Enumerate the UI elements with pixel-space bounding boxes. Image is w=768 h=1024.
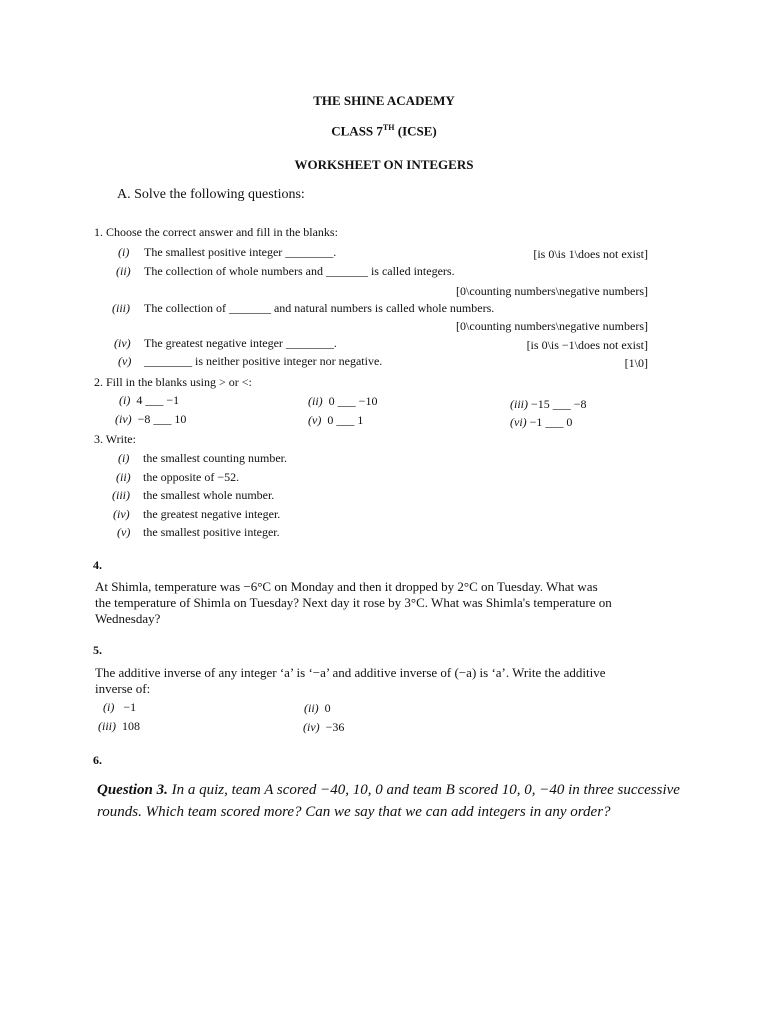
q2-heading: 2. Fill in the blanks using > or <:	[94, 375, 252, 389]
class-superscript: TH	[382, 123, 395, 132]
q1-item-options: [0\counting numbers\negative numbers]	[456, 319, 648, 333]
q3-item-num: (iii)	[112, 488, 130, 502]
q2-item-num: (ii)	[308, 394, 323, 408]
school-name: THE SHINE ACADEMY	[313, 93, 455, 108]
q2-item-text: −15 ___ −8	[531, 397, 587, 411]
worksheet-title: WORKSHEET ON INTEGERS	[294, 157, 474, 172]
q1-item-text: The collection of _______ and natural numbers is called whole numbers.	[144, 301, 495, 315]
q1-item-text: The smallest positive integer ________.	[144, 245, 337, 259]
q5-line: The additive inverse of any integer ‘a’ is ‘−a’ and additive inverse of (−a) is ‘a’. Write the additive	[95, 665, 606, 680]
q3-item-text: the greatest negative integer.	[143, 507, 281, 521]
class-main: CLASS 7	[331, 123, 383, 139]
q2-item-num: (i)	[119, 393, 131, 407]
q1-item-options: [is 0\is −1\does not exist]	[526, 338, 648, 352]
q2-item-text: 4 ___ −1	[136, 393, 180, 407]
q2-item	[308, 394, 377, 409]
q5-item-text: −36	[325, 720, 345, 734]
q1-item-options: [1\0]	[624, 356, 648, 370]
q5-item-num: (i)	[103, 700, 115, 714]
q3-item-text: the smallest positive integer.	[143, 525, 280, 539]
q5-item-num: (iii)	[98, 719, 116, 733]
q2-item-num: (iii)	[510, 397, 528, 411]
q1-item-options: [is 0\is 1\does not exist]	[533, 247, 648, 261]
q5-item-text: 108	[122, 719, 140, 733]
q4-line: the temperature of Shimla on Tuesday? Next day it rose by 3°C. What was Shimla's temperature on	[95, 595, 612, 610]
q1-item-num: (v)	[118, 354, 132, 368]
q2-item	[115, 412, 186, 427]
q2-item-num: (v)	[308, 413, 322, 427]
q1-item-num: (ii)	[116, 264, 131, 278]
q2-item	[308, 413, 363, 428]
q2-item	[119, 393, 179, 408]
q6-number: 6.	[93, 753, 102, 767]
q5-item	[304, 701, 331, 716]
q5-item	[103, 700, 136, 715]
q2-item-text: 0 ___ 1	[327, 413, 364, 427]
q2-item-num: (iv)	[115, 412, 132, 426]
q3-item-text: the opposite of −52.	[143, 470, 240, 484]
q5-item	[98, 719, 140, 734]
q5-number: 5.	[93, 643, 102, 657]
q1-heading: 1. Choose the correct answer and fill in the blanks:	[94, 225, 338, 239]
q2-item	[510, 397, 587, 412]
q1-item-num: (iii)	[112, 301, 130, 315]
q3-heading: 3. Write:	[94, 432, 136, 446]
q3-item-num: (v)	[117, 525, 131, 539]
q3-item-text: the smallest counting number.	[143, 451, 287, 465]
q3-item-num: (iv)	[113, 507, 130, 521]
q1-item-text: ________ is neither positive integer nor negative.	[144, 354, 383, 368]
q6-line-1	[97, 782, 680, 799]
q2-item-text: −1 ___ 0	[529, 415, 573, 429]
q3-item-text: the smallest whole number.	[143, 488, 275, 502]
class-line	[0, 123, 768, 139]
q4-line: At Shimla, temperature was −6°C on Monday and then it dropped by 2°C on Tuesday. What was	[95, 579, 598, 594]
q3-item-num: (ii)	[116, 470, 131, 484]
q1-item-text: The collection of whole numbers and _______ is called integers.	[144, 264, 455, 278]
q6-question-label: Question 3.	[97, 782, 168, 798]
q5-item-num: (iv)	[303, 720, 320, 734]
q2-item-num: (vi)	[510, 415, 527, 429]
q3-item-num: (i)	[118, 451, 130, 465]
q5-line: inverse of:	[95, 681, 151, 696]
section-a-heading: A. Solve the following questions:	[117, 187, 305, 202]
q2-item	[510, 415, 572, 430]
q1-item-num: (i)	[118, 245, 130, 259]
q1-item-options: [0\counting numbers\negative numbers]	[456, 284, 648, 298]
q5-item	[303, 720, 344, 735]
q4-line: Wednesday?	[95, 611, 161, 626]
q2-item-text: −8 ___ 10	[137, 412, 187, 426]
q5-item-num: (ii)	[304, 701, 319, 715]
q5-item-text: 0	[324, 701, 331, 715]
q6-line-2: rounds. Which team scored more? Can we say that we can add integers in any order?	[97, 804, 611, 820]
class-tail: (ICSE)	[394, 123, 437, 139]
q1-item-text: The greatest negative integer ________.	[144, 336, 337, 350]
q2-item-text: 0 ___ −10	[328, 394, 378, 408]
q5-item-text: −1	[123, 700, 137, 714]
q4-number: 4.	[93, 558, 102, 572]
q6-question-text: In a quiz, team A scored −40, 10, 0 and team B scored 10, 0, −40 in three successive	[171, 782, 680, 798]
q1-item-num: (iv)	[114, 336, 131, 350]
